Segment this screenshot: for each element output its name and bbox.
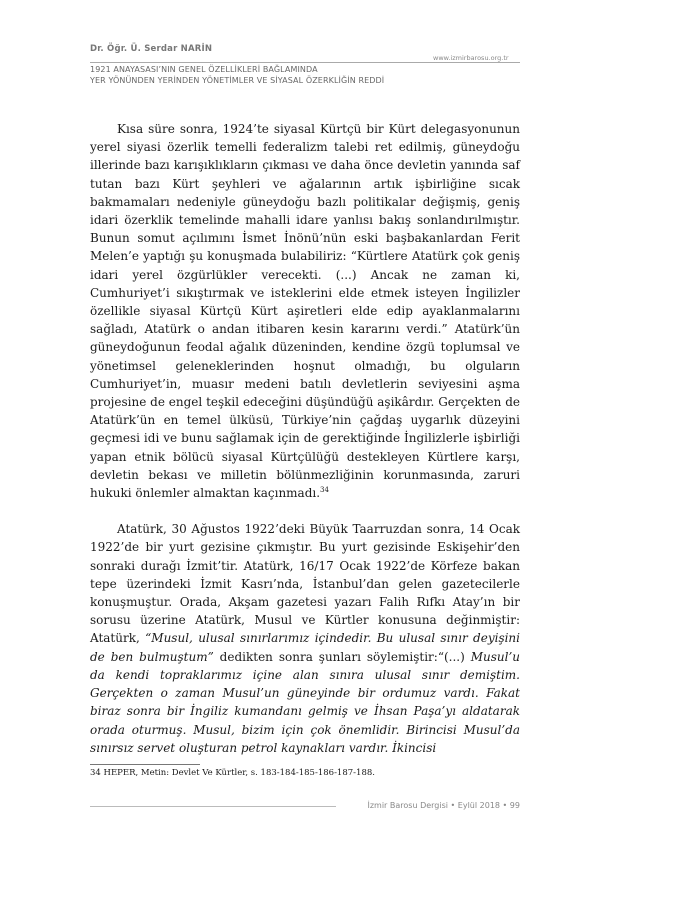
article-title-line-1: 1921 ANAYASASI’NIN GENEL ÖZELLİKLERİ BAĞLAMINDA [90, 65, 318, 74]
paragraph-1 [90, 120, 520, 502]
article-title-line-2: YER YÖNÜNDEN YERİNDEN YÖNETİMLER VE SİYASAL ÖZERKLİĞİN REDDİ [90, 76, 385, 85]
author-name: Dr. Öğr. Ü. Serdar NARİN [90, 44, 213, 54]
paragraph-2-text-b: dedikten sonra şunları söylemiştir:“(...) [213, 649, 471, 664]
article-body [90, 120, 520, 757]
page-footer: İzmir Barosu Dergisi • Eylül 2018 • 99 [367, 801, 520, 810]
paragraph-2 [90, 520, 520, 757]
footnote-text: HEPER, Metin: Devlet Ve Kürtler, s. 183-184-185-186-187-188. [103, 768, 375, 778]
footnote [90, 768, 520, 779]
header-divider [90, 62, 520, 63]
footnote-number: 34 [90, 768, 101, 778]
footnote-reference[interactable]: 34 [320, 486, 329, 495]
website-url[interactable]: www.izmirbarosu.org.tr [433, 54, 509, 62]
paragraph-1-text: Kısa süre sonra, 1924’te siyasal Kürtçü bir Kürt delegasyonunun yerel siyasi özerlik temelli federalizm talebi ret edilmiş, güneydoğu illerinde bazı karışıklıkların çıkması ve daha önce devletin yanında saf tutan bazı Kürt şeyhleri ve ağalarının artık işbirliğine sıcak bakmamaları nedeniyle güneydoğu bazlı politikalar değişmiş, geniş idari özerklik temelinde mahalli idare yanlısı bakış sonlandırılmıştır. Bunun somut açılımını İsmet İnönü’nün eski başbakanlardan Ferit Melen’e yaptığı şu konuşmada bulabiliriz: “Kürtlere Atatürk çok geniş idari yerel özgürlükler verecekti. (...) Ancak ne zaman ki, Cumhuriyet’i sıkıştırmak ve isteklerini elde etmek isteyen İngilizler özellikle siyasal Kürtçü Kürt aşiretleri elde edip ayaklanmalarını sağladı, Atatürk o andan itibaren kesin kararını verdi.” Atatürk’ün güneydoğunun feodal ağalık düzeninden, kendine özgü toplumsal ve yönetimsel geleneklerinden hoşnut olmadığı, bu olguların Cumhuriyet’in, muasır medeni batılı devletlerin seviyesini aşma projesine de engel teşkil edeceğini düşündüğü aşikârdır. Gerçekten de Atatürk’ün en temel ülküsü, Türkiye’nin çağdaş uygarlık düzeyini geçmesi idi ve bunu sağlamak için de gerektiğinde İngilizlerle işbirliği yapan etnik bölücü siyasal Kürtçülüğü destekleyen Kürtlere karşı, devletin bekası ve milletin bölünmezliğinin korunmasında, zaruri hukuki önlemler almaktan kaçınmadı. [90, 122, 520, 501]
footer-divider [90, 806, 336, 807]
paragraph-2-quote-1: “Musul, ulusal sınırlarımız içindedir. Bu ulusal sınır deyişini de ben bulmuştum” [90, 631, 521, 664]
footnote-divider [90, 764, 200, 765]
paragraph-2-quote-2: Musul’u da kendi topraklarımız içine alan sınıra ulusal sınır demiştim. Gerçekten o zaman Musul’un güneyinde bir ordumuz vardı. Fakat biraz sonra bir İngiliz kumandanı gelmiş ve İhsan Paşa’yı aldatarak orada oturmuş. Musul, bizim için çok önemlidir. Birincisi Musul’da sınırsız servet oluşturan petrol kaynakları vardır. İkincisi [90, 649, 520, 755]
paragraph-2-text-a: Atatürk, 30 Ağustos 1922’deki Büyük Taarruzdan sonra, 14 Ocak 1922’de bir yurt gezisine çıkmıştır. Bu yurt gezisinde Eskişehir’den sonraki durağı İzmit’tir. Atatürk, 16/17 Ocak 1922’de Körfeze bakan tepe üzerindeki İzmit Kasrı’nda, İstanbul’dan gelen gazetecilerle konuşmuştur. Orada, Akşam gazetesi yazarı Falih Rıfkı Atay’ın bir sorusu üzerine Atatürk, Musul ve Kürtler konusuna değinmiştir: Atatürk, [90, 522, 520, 646]
